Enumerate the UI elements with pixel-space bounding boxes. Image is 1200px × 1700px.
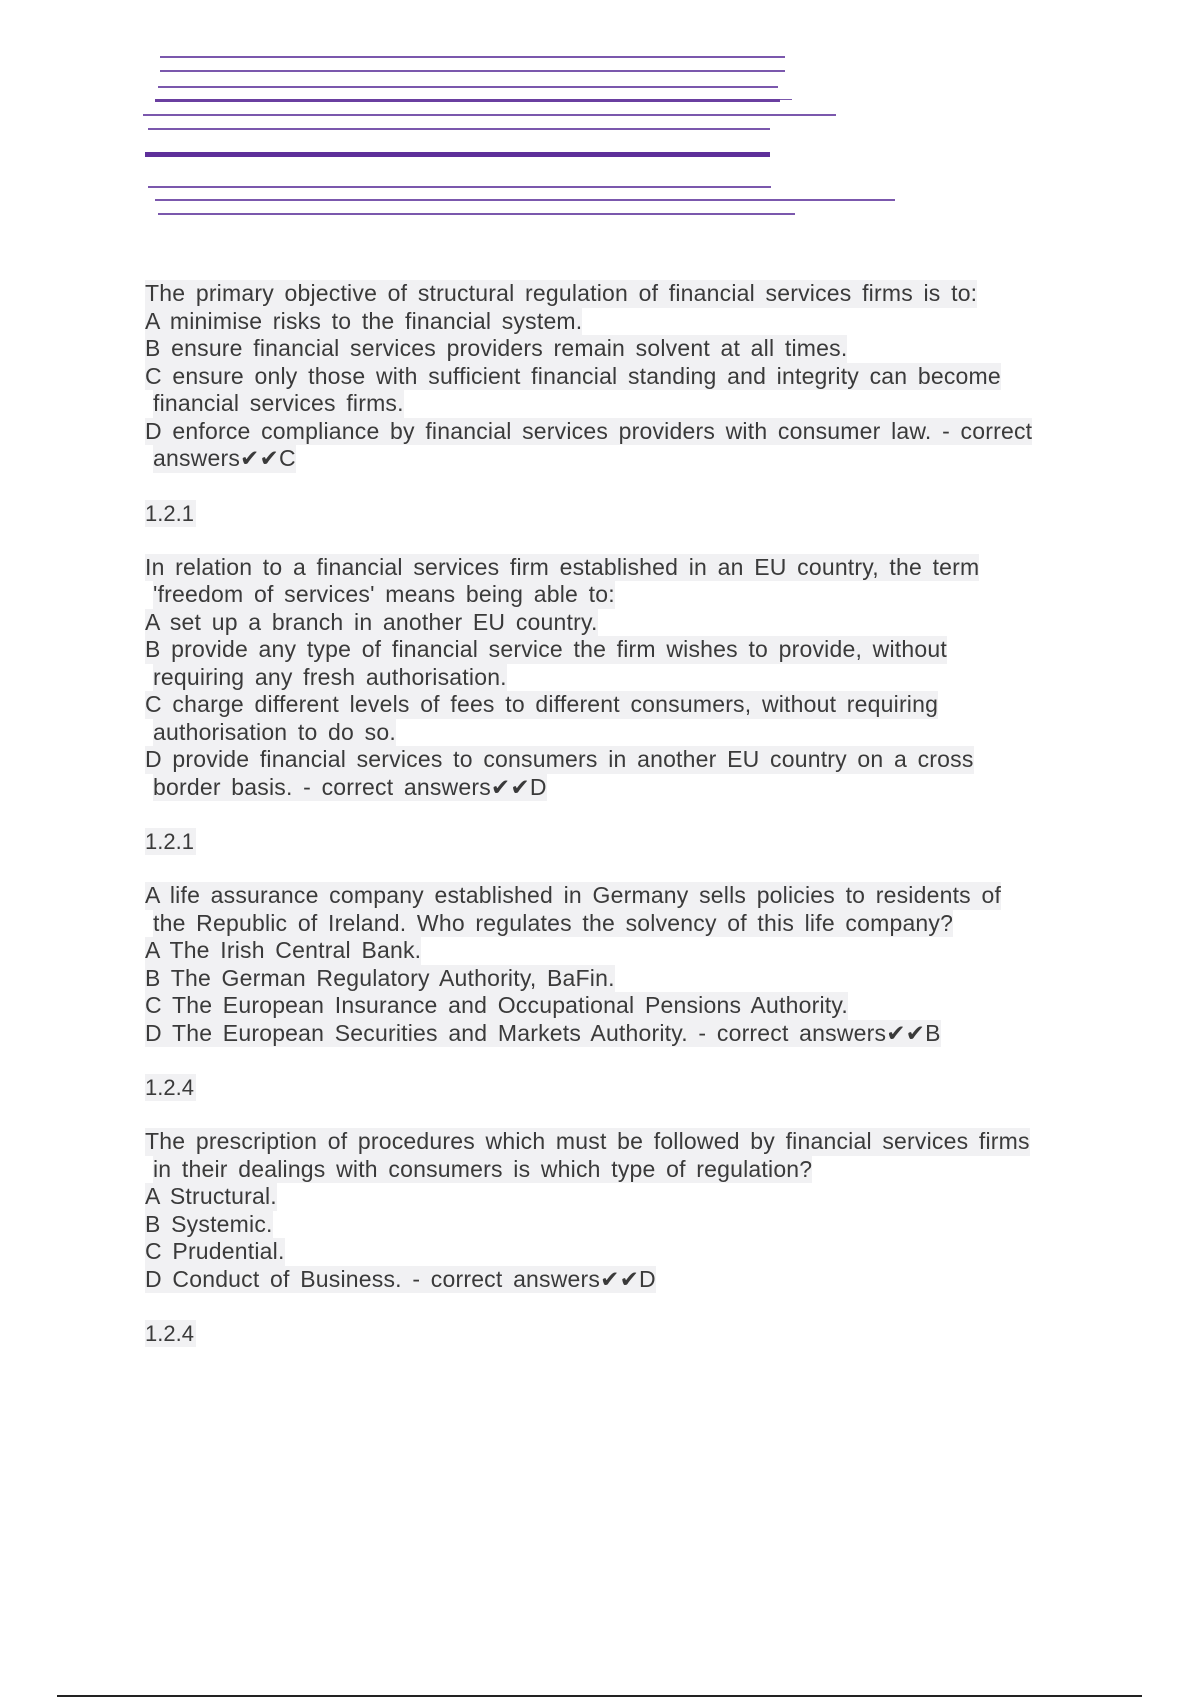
section-label-row	[145, 1047, 1095, 1128]
question-line: requiring any fresh authorisation.	[153, 663, 507, 690]
question-block	[145, 280, 1095, 554]
header-rule	[148, 128, 770, 130]
question-list	[145, 280, 1095, 1374]
section-label-row	[145, 1293, 1095, 1374]
section-number: 1.2.1	[145, 829, 194, 854]
question-line-row	[145, 1238, 1095, 1266]
header-rule	[158, 86, 778, 88]
question-line: answers✔✔C	[153, 445, 296, 471]
question-line: A Structural.	[145, 1183, 277, 1209]
header-rule	[780, 99, 792, 100]
header-rule	[148, 186, 771, 188]
question-line: A The Irish Central Bank.	[145, 937, 422, 963]
question-line-row	[145, 937, 1095, 965]
question-line: B provide any type of financial service the firm wishes to provide, without	[145, 636, 947, 662]
question-line: authorisation to do so.	[153, 718, 396, 745]
section-label-row	[145, 473, 1095, 554]
question-line-row	[145, 1128, 1095, 1156]
question-line: The primary objective of structural regulation of financial services firms is to:	[145, 280, 978, 306]
question-line: B The German Regulatory Authority, BaFin.	[145, 964, 615, 991]
question-line-row	[145, 1211, 1095, 1239]
question-line-row	[145, 308, 1095, 336]
question-line-row	[145, 664, 1095, 692]
question-line: B Systemic.	[145, 1210, 273, 1237]
decorative-header-rules	[0, 0, 1200, 260]
question-line-row	[145, 445, 1095, 473]
question-line-row	[145, 774, 1095, 802]
question-line: B ensure financial services providers remain solvent at all times.	[145, 335, 848, 361]
header-rule	[155, 199, 895, 201]
question-line-row	[145, 280, 1095, 308]
question-line: C charge different levels of fees to different consumers, without requiring	[145, 691, 939, 717]
question-line-row	[145, 965, 1095, 993]
header-rule	[143, 114, 836, 116]
question-line: In relation to a financial services firm established in an EU country, the term	[145, 553, 980, 580]
header-rule	[155, 99, 780, 102]
question-block	[145, 882, 1095, 1128]
question-block	[145, 554, 1095, 883]
question-line-row	[145, 746, 1095, 774]
header-rule	[160, 70, 785, 72]
question-line-row	[145, 418, 1095, 446]
question-line: D provide financial services to consumers in another EU country on a cross	[145, 746, 974, 772]
question-line: C The European Insurance and Occupational Pensions Authority.	[145, 992, 848, 1018]
question-line: the Republic of Ireland. Who regulates the solvency of this life company?	[153, 909, 954, 936]
header-rule	[158, 213, 795, 215]
question-line-row	[145, 636, 1095, 664]
question-line-row	[145, 719, 1095, 747]
section-number: 1.2.4	[145, 1075, 194, 1100]
question-line: 'freedom of services' means being able to:	[153, 581, 615, 607]
question-line-row	[145, 581, 1095, 609]
question-line-row	[145, 1020, 1095, 1048]
question-line-row	[145, 609, 1095, 637]
question-line-row	[145, 992, 1095, 1020]
question-line: D Conduct of Business. - correct answers✔✔D	[145, 1265, 656, 1292]
question-line-row	[145, 1156, 1095, 1184]
question-line: D enforce compliance by financial services providers with consumer law. - correct	[145, 417, 1033, 444]
question-line-row	[145, 1266, 1095, 1294]
question-line: A minimise risks to the financial system.	[145, 307, 583, 334]
question-line: border basis. - correct answers✔✔D	[153, 773, 547, 800]
question-line-row	[145, 390, 1095, 418]
question-block	[145, 1128, 1095, 1374]
question-line-row	[145, 554, 1095, 582]
question-line: A life assurance company established in Germany sells policies to residents of	[145, 882, 1002, 908]
section-number: 1.2.1	[145, 500, 194, 526]
question-line-row	[145, 1183, 1095, 1211]
question-line: D The European Securities and Markets Authority. - correct answers✔✔B	[145, 1019, 941, 1046]
header-rule	[160, 56, 785, 58]
question-line-row	[145, 363, 1095, 391]
question-line-row	[145, 910, 1095, 938]
question-line: in their dealings with consumers is which type of regulation?	[153, 1155, 813, 1182]
question-line-row	[145, 335, 1095, 363]
section-number: 1.2.4	[145, 1321, 194, 1346]
question-line: A set up a branch in another EU country.	[145, 608, 598, 635]
question-line: C Prudential.	[145, 1238, 285, 1264]
question-line-row	[145, 691, 1095, 719]
footer-rule	[57, 1695, 1142, 1697]
section-label-row	[145, 801, 1095, 882]
header-rule-thick	[145, 152, 770, 157]
question-line: The prescription of procedures which must be followed by financial services firms	[145, 1128, 1030, 1154]
question-line: C ensure only those with sufficient financial standing and integrity can become	[145, 362, 1001, 389]
question-line-row	[145, 882, 1095, 910]
question-line: financial services firms.	[153, 390, 404, 416]
